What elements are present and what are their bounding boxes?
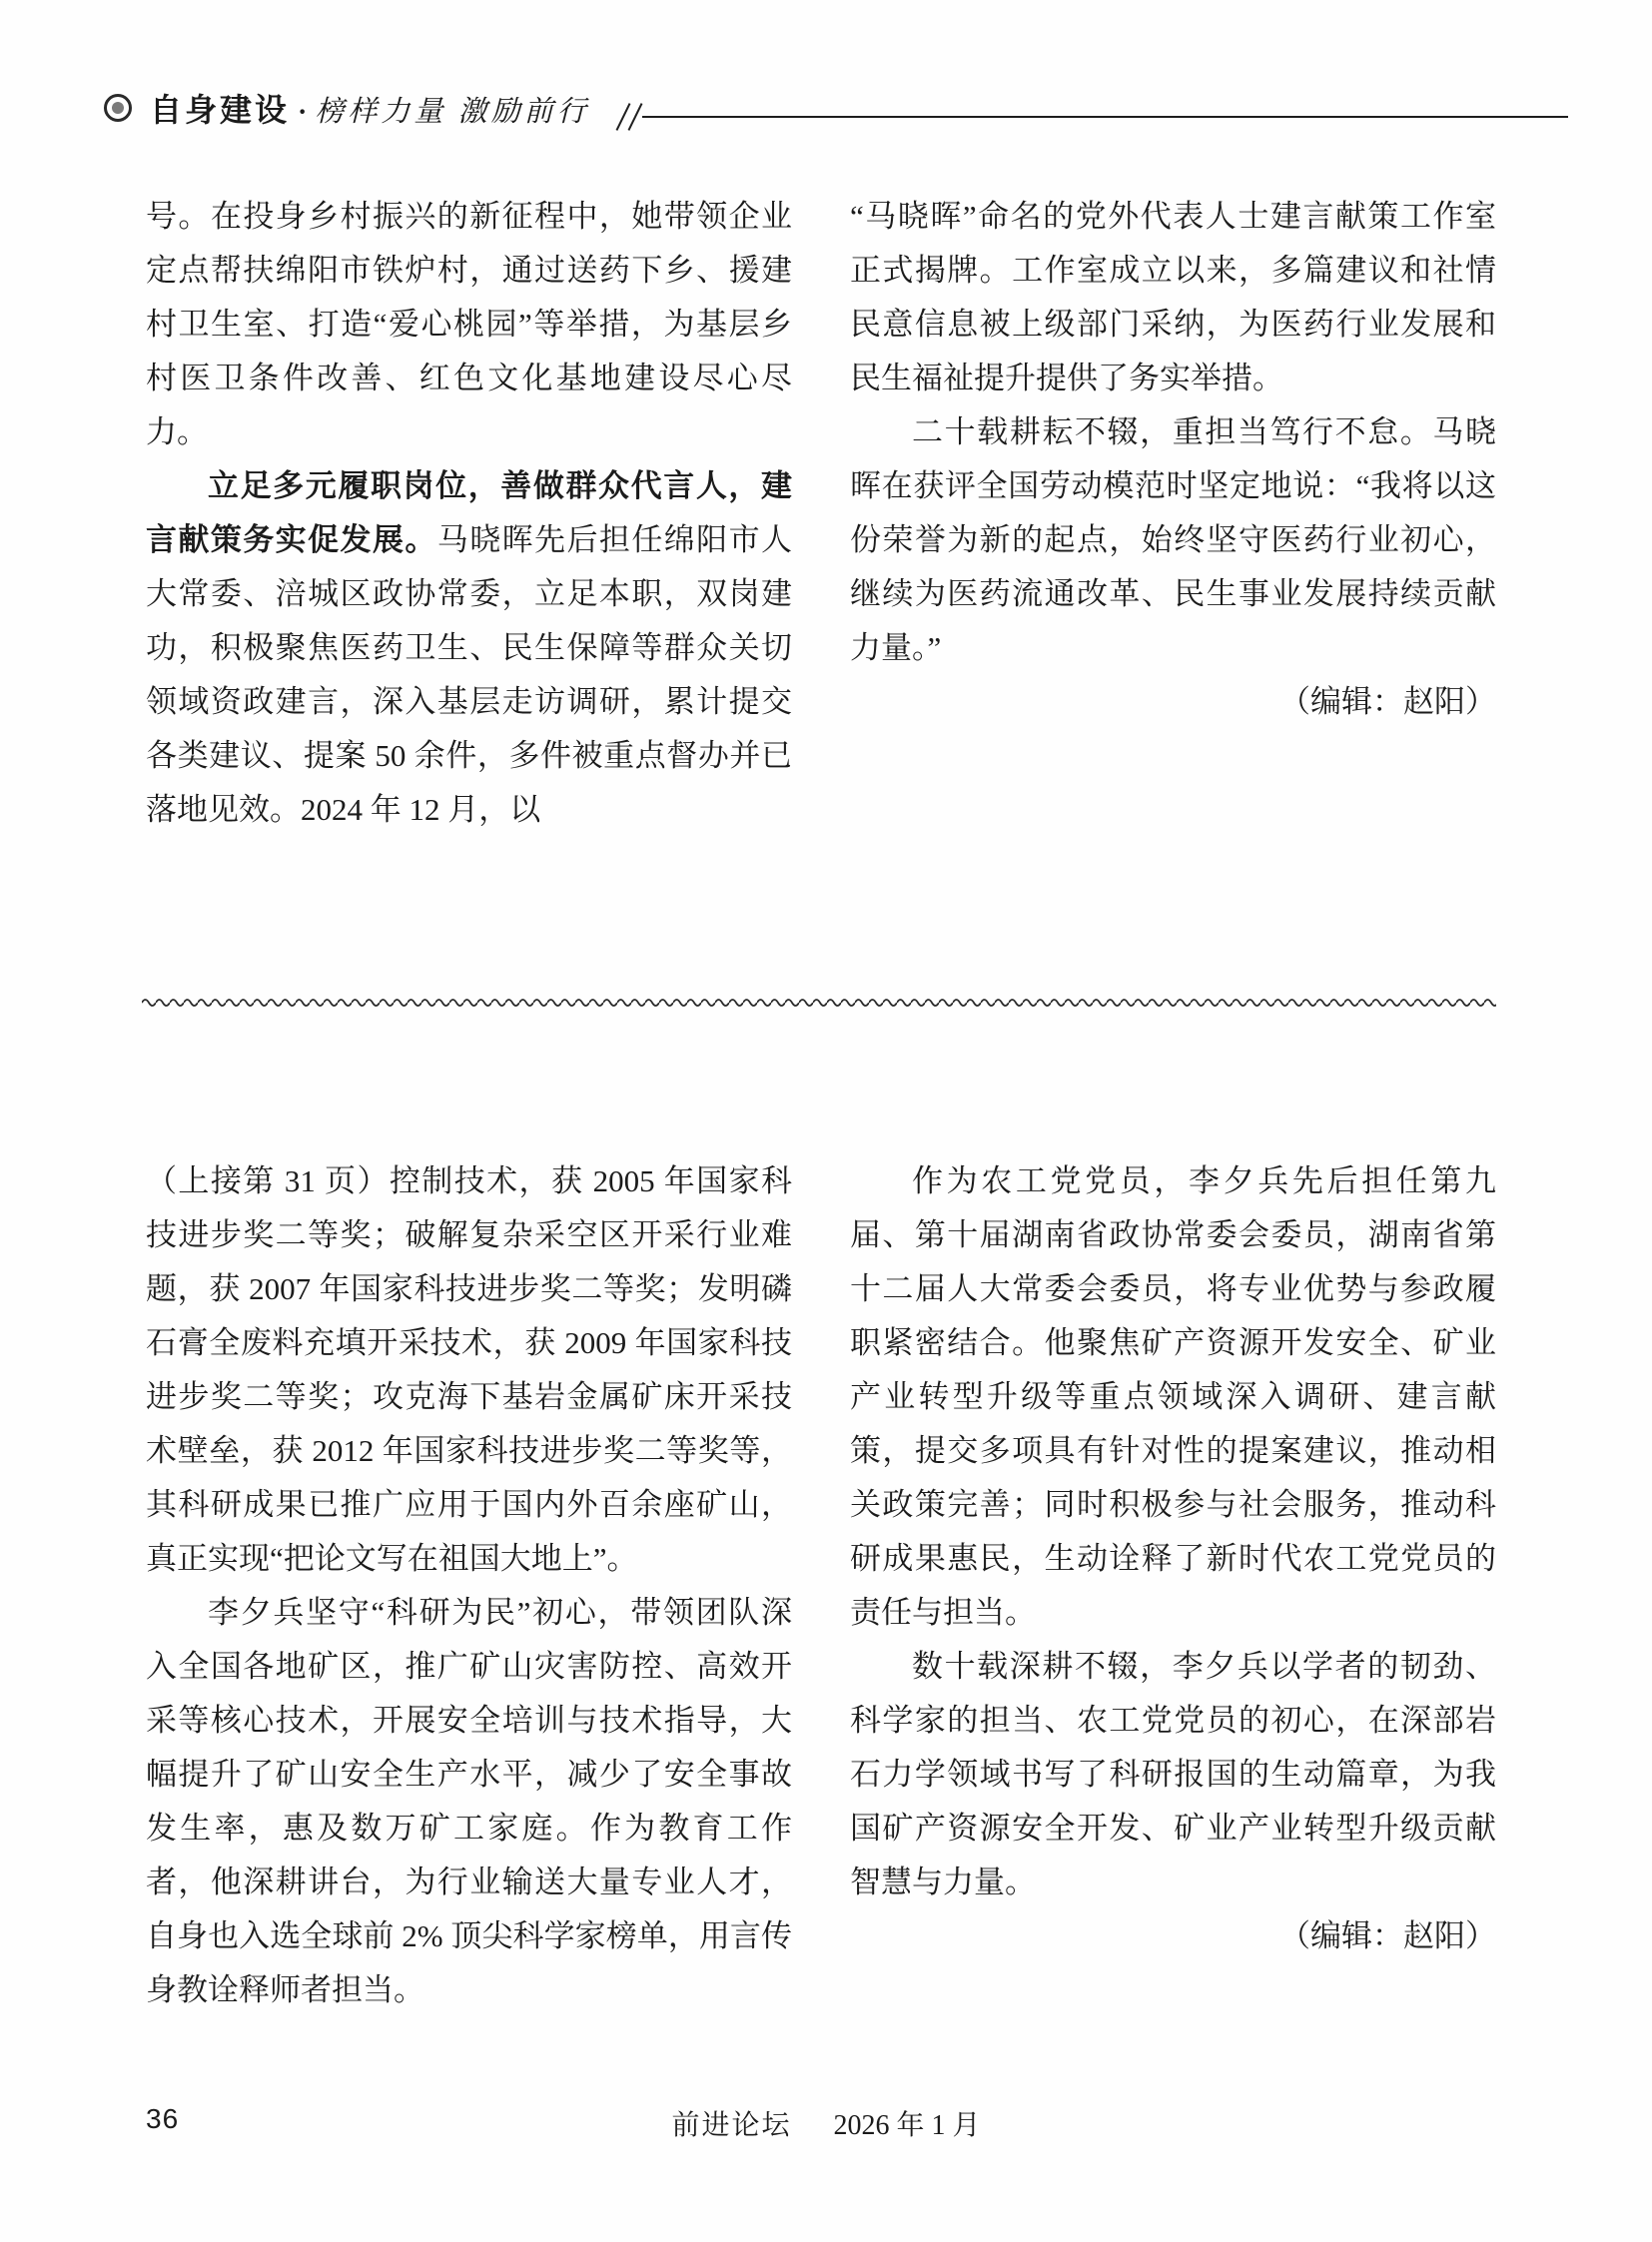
bullseye-icon [104,94,132,122]
section-title [150,85,590,131]
paragraph-bold-lead: 立足多元履职岗位，善做群众代言人，建言献策务实促发展。 [146,468,792,557]
paragraph: 作为农工党党员，李夕兵先后担任第九届、第十届湖南省政协常委会委员，湖南省第十二届人大常委会委员，将专业优势与参政履职紧密结合。他聚焦矿产资源开发安全、矿业产业转型升级等重点领域深入调研、建言献策，提交多项具有针对性的提案建议，推动相关政策完善；同时积极参与社会服务，推动科研成果惠民，生动诠释了新时代农工党党员的责任与担当。 [850,1163,1496,1630]
paragraph: 二十载耕耘不辍，重担当笃行不怠。马晓晖在获评全国劳动模范时坚定地说：“我将以这份荣誉为新的起点，始终坚守医药行业初心，继续为医药流通改革、民生事业发展持续贡献力量。” [850,414,1496,665]
editor-credit: （编辑：赵阳） [1279,684,1496,719]
footer-journal-line [0,2103,1652,2143]
page-header [104,86,1568,130]
issue-date: 2026 年 1 月 [833,2110,981,2141]
article-ma-xiaohui [146,190,1496,837]
article1-column-left [146,190,792,837]
slash-decoration-icon [627,103,642,131]
paragraph-body: 马晓晖先后担任绵阳市人大常委、涪城区政协常委，立足本职，双岗建功，积极聚焦医药卫生、民生保障等群众关切领域资政建言，深入基层走访调研，累计提交各类建议、提案 50 余件，多件被重点督办并已落地见效。2024 年 12 月，以 [146,522,793,827]
paragraph: 李夕兵坚守“科研为民”初心，带领团队深入全国各地矿区，推广矿山灾害防控、高效开采等核心技术，开展安全培训与技术指导，大幅提升了矿山安全生产水平，减少了安全事故发生率，惠及数万矿工家庭。作为教育工作者，他深耕讲台，为行业输送大量专业人才，自身也入选全球前 2% 顶尖科学家榜单，用言传身教诠释师者担当。 [146,1595,792,2007]
paragraph: （上接第 31 页）控制技术，获 2005 年国家科技进步奖二等奖；破解复杂采空区开采行业难题，获 2007 年国家科技进步奖二等奖；发明磷石膏全废料充填开采技术，获 2009 年国家科技进步奖二等奖；攻克海下基岩金属矿床开采技术壁垒，获 2012 年国家科技进步奖二等奖等，其科研成果已推广应用于国内外百余座矿山，真正实现“把论文写在祖国大地上”。 [146,1163,792,1576]
paragraph: 号。在投身乡村振兴的新征程中，她带领企业定点帮扶绵阳市铁炉村，通过送药下乡、援建村卫生室、打造“爱心桃园”等举措，为基层乡村医卫条件改善、红色文化基地建设尽心尽力。 [146,199,792,449]
header-rule-line [642,116,1568,118]
article2-column-left [146,1154,792,2017]
section-title-bold: 自身建设 [150,92,291,128]
section-divider [142,995,1496,1007]
editor-credit: （编辑：赵阳） [1279,1918,1496,1953]
paragraph: 数十载深耕不辍，李夕兵以学者的韧劲、科学家的担当、农工党党员的初心，在深部岩石力学领域书写了科研报国的生动篇章，为我国矿产资源安全开发、矿业产业转型升级贡献智慧与力量。 [850,1649,1496,1899]
header-rule [616,86,1568,130]
article-li-xibing [146,1154,1496,2017]
journal-name: 前进论坛 [671,2110,792,2141]
paragraph [146,459,792,837]
article1-column-right [850,190,1496,837]
article2-column-right [850,1154,1496,2017]
section-title-subtitle: 榜样力量 激励前行 [315,96,590,128]
page-number: 36 [146,2103,180,2134]
section-title-separator: · [298,97,308,128]
paragraph: “马晓晖”命名的党外代表人士建言献策工作室正式揭牌。工作室成立以来，多篇建议和社情民意信息被上级部门采纳，为医药行业发展和民生福祉提升提供了务实举措。 [850,199,1496,395]
